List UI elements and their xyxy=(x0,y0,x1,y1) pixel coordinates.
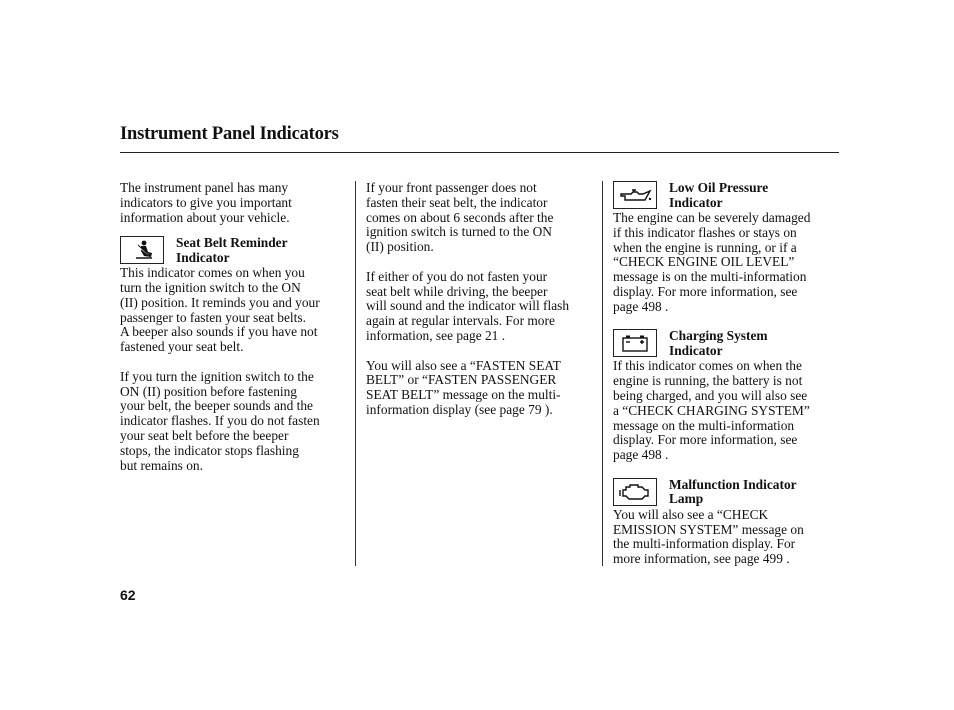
oil-pressure-indicator-header xyxy=(613,181,843,211)
column-3 xyxy=(613,181,843,582)
seat-belt-indicator-title: Seat Belt Reminder Indicator xyxy=(176,235,288,265)
driving-paragraph: If either of you do not fasten your seat belt while driving, the beeper will sound and the indicator will flash again at regular intervals. For more information, see page 21 . xyxy=(366,268,570,343)
column-2 xyxy=(366,181,598,433)
charging-paragraph: If this indicator comes on when the engine is running, the battery is not being charged, and you will also see a “CHECK CHARGING SYSTEM” message on the multi-information display. For more information, see page 498 . xyxy=(613,358,810,463)
seat-belt-paragraph-1: This indicator comes on when you turn the ignition switch to the ON (II) position. It reminds you and your passenger to fasten your seat belts. A beeper also sounds if you have not fastened your seat belt. xyxy=(120,265,320,355)
mil-indicator-title: Malfunction Indicator Lamp xyxy=(669,476,797,507)
column-divider-1 xyxy=(355,181,356,566)
oil-pressure-indicator-title: Low Oil Pressure Indicator xyxy=(669,180,769,210)
mil-indicator-header xyxy=(613,478,843,508)
charging-indicator-header xyxy=(613,329,843,359)
mil-paragraph: You will also see a “CHECK EMISSION SYSTEM” message on the multi-information display. For more information, see page 499 . xyxy=(613,506,804,567)
engine-icon xyxy=(613,478,657,506)
column-divider-2 xyxy=(602,181,603,566)
seat-belt-paragraph-2: If you turn the ignition switch to the ON (II) position before fastening your belt, the beeper sounds and the indicator flashes. If you do not fasten your seat belt before the beeper stops, the indicator stops flashing but remains on. xyxy=(120,368,320,473)
oil-pressure-paragraph: The engine can be severely damaged if this indicator flashes or stays on when the engine is running, or if a “CHECK ENGINE OIL LEVEL” message is on the multi-information display. For more information, see page 498 . xyxy=(613,210,811,314)
message-paragraph: You will also see a “FASTEN SEAT BELT” or “FASTEN PASSENGER SEAT BELT” message on the multi- information display (see page 79 ). xyxy=(366,357,561,417)
seat-belt-indicator-header xyxy=(120,236,352,266)
passenger-paragraph: If your front passenger does not fasten their seat belt, the indicator comes on about 6 seconds after the ignition switch is turned to the ON (II) position. xyxy=(366,180,554,255)
page-title: Instrument Panel Indicators xyxy=(120,124,339,144)
title-rule xyxy=(120,152,839,153)
page-number: 62 xyxy=(120,587,136,603)
intro-paragraph: The instrument panel has many indicators to give you important information about your vehicle. xyxy=(120,180,292,225)
column-1 xyxy=(120,181,352,488)
oil-can-icon xyxy=(613,181,657,209)
charging-indicator-title: Charging System Indicator xyxy=(669,328,768,358)
seat-belt-icon xyxy=(120,236,164,264)
battery-icon xyxy=(613,329,657,357)
